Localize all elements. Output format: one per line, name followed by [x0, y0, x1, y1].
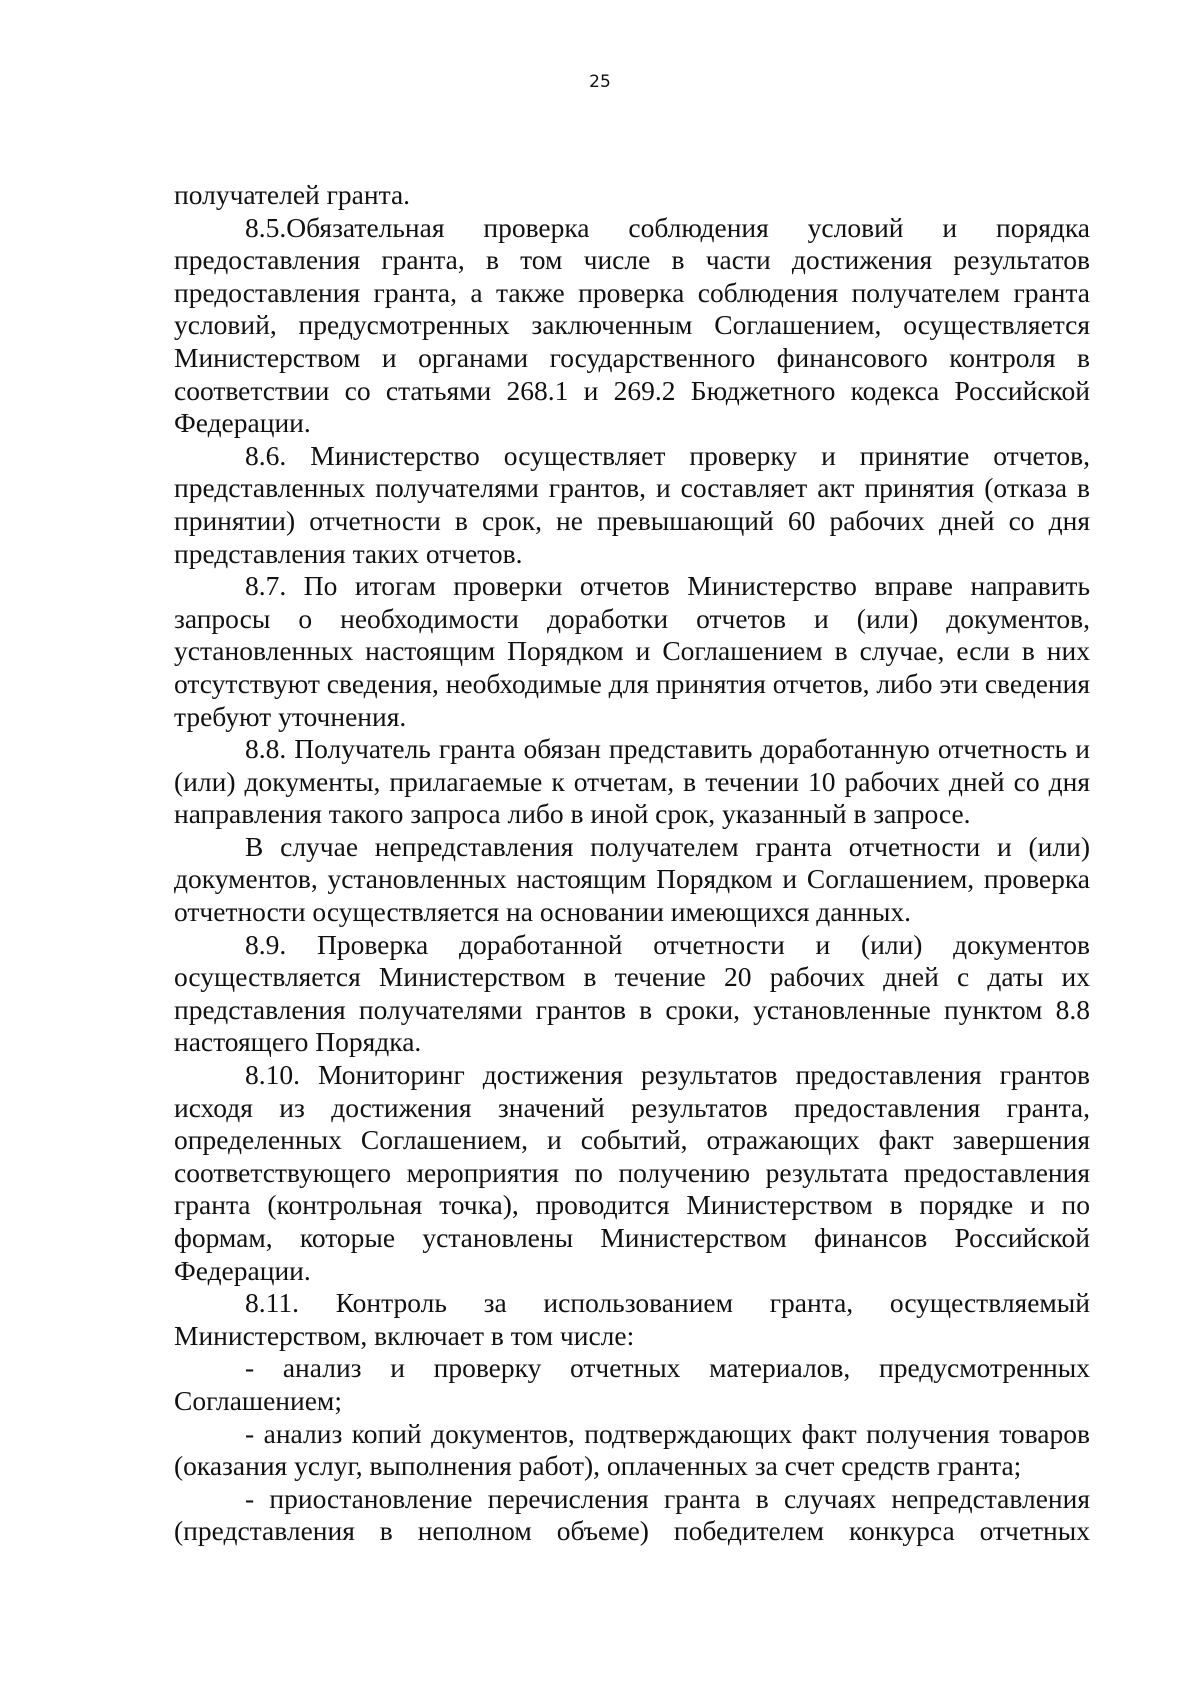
paragraph-8-9: 8.9. Проверка доработанной отчетности и (или) документов осуществляется Министерством в течение 20 рабочих дней с даты их представления получателями грантов в сроки, установленные пунктом 8.8 настоящего Порядка. [174, 928, 1090, 1058]
list-item-analysis-copies: - анализ копий документов, подтверждающих факт получения товаров (оказания услуг, выполнения работ), оплаченных за счет средств гранта; [174, 1417, 1090, 1482]
document-body [174, 179, 1090, 1548]
paragraph-8-10: 8.10. Мониторинг достижения результатов предоставления грантов исходя из достижения значений результатов предоставления гранта, определенных Соглашением, и событий, отражающих факт завершения соответствующего мероприятия по получению результата предоставления гранта (контрольная точка), проводится Министерством в порядке и по формам, которые установлены Министерством финансов Российской Федерации. [174, 1059, 1090, 1286]
list-item-analysis-materials: - анализ и проверку отчетных материалов, предусмотренных Соглашением; [174, 1352, 1090, 1416]
paragraph-8-11: 8.11. Контроль за использованием гранта, осуществляемый Министерством, включает в том числе: [174, 1287, 1090, 1351]
paragraph-continuation: получателей гранта. [174, 179, 411, 210]
paragraph-8-8-continued: В случае непредставления получателем гранта отчетности и (или) документов, установленных настоящим Порядком и Соглашением, проверка отчетности осуществляется на основании имеющихся данных. [174, 830, 1090, 928]
paragraph-8-6: 8.6. Министерство осуществляет проверку и принятие отчетов, представленных получателями грантов, и составляет акт принятия (отказа в принятии) отчетности в срок, не превышающий 60 рабочих дней со дня представления таких отчетов. [174, 439, 1090, 569]
paragraph-8-5: 8.5.Обязательная проверка соблюдения условий и порядка предоставления гранта, в том числе в части достижения результатов предоставления гранта, а также проверка соблюдения получателем гранта условий, предусмотренных заключенным Соглашением, осуществляется Министерством и органами государственного финансового контроля в соответствии со статьями 268.1 и 269.2 Бюджетного кодекса Российской Федерации. [174, 211, 1090, 439]
paragraph-8-8: 8.8. Получатель гранта обязан представить доработанную отчетность и (или) документы, прилагаемые к отчетам, в течении 10 рабочих дней со дня направления такого запроса либо в иной срок, указанный в запросе. [174, 733, 1090, 830]
list-item-suspension: - приостановление перечисления гранта в случаях непредставления (представления в неполном объеме) победителем конкурса отчетных [174, 1482, 1090, 1547]
paragraph-8-7: 8.7. По итогам проверки отчетов Министерство вправе направить запросы о необходимости доработки отчетов и (или) документов, установленных настоящим Порядком и Соглашением в случае, если в них отсутствуют сведения, необходимые для принятия отчетов, либо эти сведения требуют уточнения. [174, 570, 1090, 732]
page-number: 25 [589, 72, 611, 92]
